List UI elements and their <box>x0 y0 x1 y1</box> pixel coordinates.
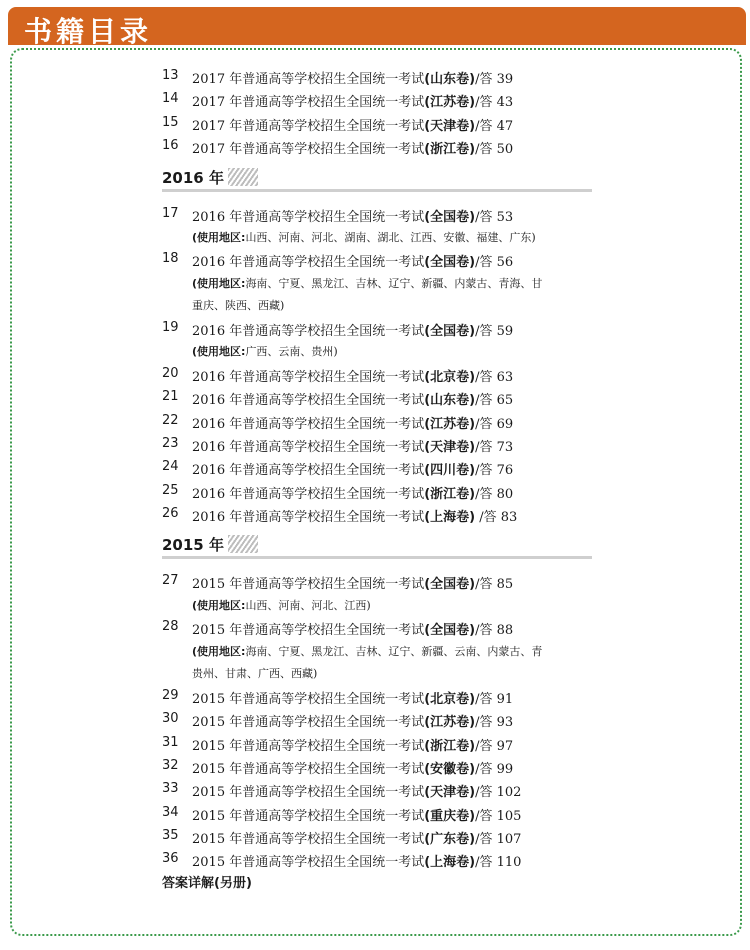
region-note-regions: 山西、河南、河北、江西) <box>245 598 371 612</box>
entry-paper: (全国卷) <box>424 623 476 639</box>
region-note <box>162 273 562 296</box>
entry-page: /答 99 <box>475 761 514 777</box>
entry-number: 31 <box>162 734 179 750</box>
entry-number: 24 <box>162 459 179 475</box>
entry-paper: (上海卷) <box>424 510 476 526</box>
toc-entry[interactable] <box>162 686 602 709</box>
entry-page: /答 107 <box>475 832 522 848</box>
toc-entry[interactable] <box>162 113 602 136</box>
region-note-regions: 海南、宁夏、黑龙江、吉林、辽宁、新疆、内蒙古、青海、甘 <box>245 276 543 290</box>
entry-title: 2015 年普通高等学校招生全国统一考试 <box>192 832 425 848</box>
entry-title: 2015 年普通高等学校招生全国统一考试 <box>192 738 425 754</box>
entry-number: 27 <box>162 573 179 589</box>
entry-number: 23 <box>162 435 179 451</box>
toc-entry[interactable] <box>162 756 602 779</box>
toc-entry[interactable] <box>162 411 602 434</box>
entry-number: 32 <box>162 757 179 773</box>
toc-entry[interactable] <box>162 617 602 640</box>
toc-entry[interactable] <box>162 66 602 89</box>
entry-number: 17 <box>162 205 179 221</box>
entry-title: 2017 年普通高等学校招生全国统一考试 <box>192 72 425 87</box>
header-bar <box>8 7 746 48</box>
toc-entry[interactable] <box>162 364 602 387</box>
region-note-regions: 山西、河南、河北、湖南、湖北、江西、安徽、福建、广东) <box>245 230 536 244</box>
entry-page: /答 76 <box>475 463 514 479</box>
entry-paper: (北京卷) <box>424 691 476 707</box>
entry-title: 2016 年普通高等学校招生全国统一考试 <box>192 393 425 409</box>
entry-number: 26 <box>162 506 179 522</box>
year-section-2016 <box>162 167 602 190</box>
entry-title: 2017 年普通高等学校招生全国统一考试 <box>192 142 425 158</box>
entry-paper: (浙江卷) <box>424 738 476 754</box>
region-note-continued: 贵州、甘肃、广西、西藏) <box>192 667 318 681</box>
entry-number: 30 <box>162 711 179 727</box>
year-divider <box>162 189 592 192</box>
entry-page: /答 93 <box>475 715 514 731</box>
entry-page: /答 102 <box>475 785 522 801</box>
entry-page: /答 39 <box>475 72 514 87</box>
entry-page: /答 91 <box>475 691 514 707</box>
entry-paper: (四川卷) <box>424 463 476 479</box>
entry-title: 2015 年普通高等学校招生全国统一考试 <box>192 715 425 731</box>
toc-entry[interactable] <box>162 136 602 159</box>
region-note-label: (使用地区: <box>192 345 246 359</box>
year-stripes-decoration <box>228 168 258 186</box>
entry-paper: (安徽卷) <box>424 761 476 777</box>
entry-page: /答 69 <box>475 416 514 432</box>
entry-title: 2015 年普通高等学校招生全国统一考试 <box>192 808 425 824</box>
entry-paper: (全国卷) <box>424 323 476 339</box>
entry-title: 2017 年普通高等学校招生全国统一考试 <box>192 118 425 134</box>
year-stripes-decoration <box>228 535 258 553</box>
entry-title: 2015 年普通高等学校招生全国统一考试 <box>192 761 425 777</box>
entry-page: /答 105 <box>475 808 522 824</box>
toc-entry[interactable] <box>162 89 602 112</box>
entry-page: /答 59 <box>475 323 514 339</box>
entry-title: 2015 年普通高等学校招生全国统一考试 <box>192 785 425 801</box>
answers-note: 答案详解(另册) <box>162 875 252 891</box>
entry-paper: (江苏卷) <box>424 416 476 432</box>
entry-paper: (全国卷) <box>424 255 476 271</box>
entry-number: 18 <box>162 251 179 267</box>
entry-number: 21 <box>162 389 179 405</box>
entry-title: 2016 年普通高等学校招生全国统一考试 <box>192 323 425 339</box>
entry-title: 2016 年普通高等学校招生全国统一考试 <box>192 463 425 479</box>
entry-page: /答 47 <box>475 118 514 134</box>
entry-page: /答 56 <box>475 255 514 271</box>
entry-paper: (天津卷) <box>424 118 476 134</box>
entry-number: 35 <box>162 828 179 844</box>
toc-entry[interactable] <box>162 709 602 732</box>
entry-page: /答 110 <box>475 855 522 871</box>
region-note-label: (使用地区: <box>192 276 246 290</box>
entry-title: 2015 年普通高等学校招生全国统一考试 <box>192 855 425 871</box>
entry-page: /答 73 <box>475 439 514 455</box>
entry-title: 2016 年普通高等学校招生全国统一考试 <box>192 486 425 502</box>
region-note <box>162 227 562 250</box>
region-note-continued: 重庆、陕西、西藏) <box>192 299 285 313</box>
entry-page: /答 43 <box>475 95 514 111</box>
year-divider <box>162 556 592 559</box>
entry-page: /答 65 <box>475 393 514 409</box>
toc-entry[interactable] <box>162 504 602 527</box>
entry-paper: (重庆卷) <box>424 808 476 824</box>
entry-title: 2016 年普通高等学校招生全国统一考试 <box>192 439 425 455</box>
entry-title: 2016 年普通高等学校招生全国统一考试 <box>192 369 425 385</box>
toc-entry[interactable] <box>162 387 602 410</box>
toc-entry[interactable] <box>162 779 602 802</box>
toc-entry[interactable] <box>162 571 602 594</box>
entry-title: 2016 年普通高等学校招生全国统一考试 <box>192 510 425 526</box>
toc-entry[interactable] <box>162 826 602 849</box>
region-note-label: (使用地区: <box>192 598 246 612</box>
region-note <box>162 595 562 618</box>
entry-paper: (浙江卷) <box>424 486 476 502</box>
region-note <box>162 341 562 364</box>
entry-paper: (山东卷) <box>424 72 476 87</box>
entry-paper: (全国卷) <box>424 209 476 225</box>
entry-number: 25 <box>162 482 179 498</box>
toc-entry[interactable] <box>162 318 602 341</box>
entry-number: 20 <box>162 365 179 381</box>
entry-number: 22 <box>162 412 179 428</box>
entry-paper: (广东卷) <box>424 832 476 848</box>
entry-paper: (浙江卷) <box>424 142 476 158</box>
entry-paper: (北京卷) <box>424 369 476 385</box>
entry-page: /答 88 <box>475 623 514 639</box>
entry-paper: (上海卷) <box>424 855 476 871</box>
entry-number: 29 <box>162 687 179 703</box>
region-note <box>162 641 562 664</box>
entry-title: 2016 年普通高等学校招生全国统一考试 <box>192 416 425 432</box>
toc-list <box>162 66 602 895</box>
entry-page: /答 80 <box>475 486 514 502</box>
entry-number: 16 <box>162 138 179 154</box>
entry-title: 2016 年普通高等学校招生全国统一考试 <box>192 255 425 271</box>
toc-entry[interactable] <box>162 457 602 480</box>
entry-number: 13 <box>162 68 179 83</box>
entry-page: /答 50 <box>475 142 514 158</box>
entry-title: 2017 年普通高等学校招生全国统一考试 <box>192 95 425 111</box>
entry-number: 15 <box>162 114 179 130</box>
entry-paper: (天津卷) <box>424 439 476 455</box>
toc-entry[interactable] <box>162 803 602 826</box>
region-note-label: (使用地区: <box>192 644 246 658</box>
toc-entry[interactable] <box>162 434 602 457</box>
entry-number: 28 <box>162 619 179 635</box>
entry-number: 34 <box>162 804 179 820</box>
year-section-2015 <box>162 534 602 557</box>
entry-number: 36 <box>162 851 179 867</box>
entry-number: 33 <box>162 781 179 797</box>
entry-paper: (江苏卷) <box>424 95 476 111</box>
toc-entry[interactable] <box>162 481 602 504</box>
entry-paper: (天津卷) <box>424 785 476 801</box>
region-note-regions: 海南、宁夏、黑龙江、吉林、辽宁、新疆、云南、内蒙古、青 <box>245 644 543 658</box>
region-note-regions: 广西、云南、贵州) <box>245 345 338 359</box>
toc-entry[interactable] <box>162 733 602 756</box>
entry-title: 2015 年普通高等学校招生全国统一考试 <box>192 691 425 707</box>
toc-entry[interactable] <box>162 849 602 872</box>
entry-number: 14 <box>162 91 179 107</box>
entry-paper: (江苏卷) <box>424 715 476 731</box>
entry-page: /答 85 <box>475 577 514 593</box>
entry-page: /答 63 <box>475 369 514 385</box>
entry-page: /答 83 <box>475 510 518 526</box>
entry-page: /答 53 <box>475 209 514 225</box>
region-note-label: (使用地区: <box>192 230 246 244</box>
entry-title: 2015 年普通高等学校招生全国统一考试 <box>192 623 425 639</box>
year-label: 2015 年 <box>162 536 224 555</box>
entry-page: /答 97 <box>475 738 514 754</box>
entry-title: 2016 年普通高等学校招生全国统一考试 <box>192 209 425 225</box>
toc-entry[interactable] <box>162 249 602 272</box>
entry-title: 2015 年普通高等学校招生全国统一考试 <box>192 577 425 593</box>
toc-entry[interactable] <box>162 204 602 227</box>
entry-paper: (全国卷) <box>424 577 476 593</box>
page-title: 书籍目录 <box>24 15 153 48</box>
entry-number: 19 <box>162 319 179 335</box>
entry-paper: (山东卷) <box>424 393 476 409</box>
year-label: 2016 年 <box>162 168 224 187</box>
